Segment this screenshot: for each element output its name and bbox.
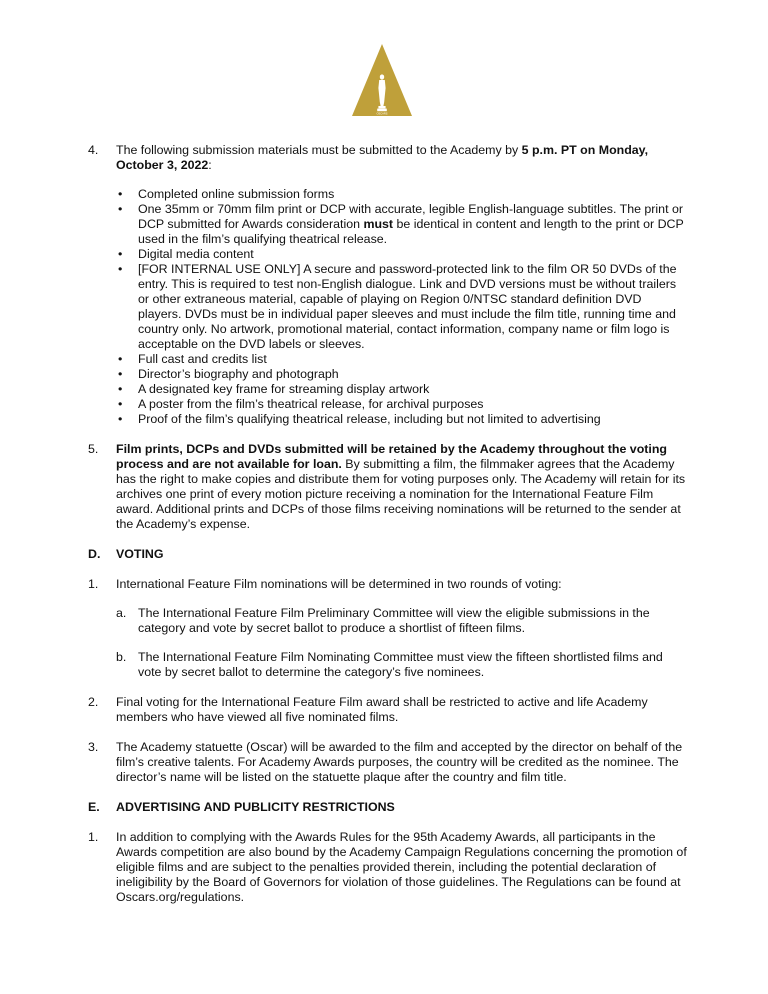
item-number: 1.	[88, 830, 99, 844]
bullet-text: One 35mm or 70mm film print or DCP with accurate, legible English-language subtitles. The print or DCP submitted for Awards consideration	[138, 202, 683, 231]
item-text: In addition to complying with the Awards Rules for the 95th Academy Awards, all participants in the Awards competition are also bound by the Academy Campaign Regulations concerning the promotion of eligible films and are subject to the penalties provided therein, including the potential declaration of ineligibility by the Board of Governors for violation of those guidelines. The Regulations can be found at Oscars.org/regulations.	[116, 830, 687, 904]
bullet-icon: •	[118, 367, 123, 381]
item-number: 1.	[88, 577, 99, 591]
bullet-text: Proof of the film’s qualifying theatrical release, including but not limited to advertising	[138, 412, 601, 426]
bullet-text: A designated key frame for streaming display artwork	[138, 382, 430, 396]
bullet-icon: •	[118, 187, 123, 201]
list-item	[118, 412, 688, 427]
list-item-4	[88, 143, 688, 427]
bullet-icon: •	[118, 202, 123, 216]
bullet-text: [FOR INTERNAL USE ONLY] A secure and password-protected link to the film OR 50 DVDs of the entry. This is required to test non-English dialogue. Link and DVD versions must be without trailers or other extraneous material, capable of playing on Region 0/NTSC standard definition DVD players. DVDs must be in individual paper sleeves and must include the film title, running time and country only. No artwork, promotional material, contact information, company name or film logo is acceptable on the DVD labels or sleeves.	[138, 262, 677, 351]
bullet-icon: •	[118, 397, 123, 411]
voting-item-3	[88, 740, 688, 785]
voting-subitem-a	[116, 606, 688, 636]
item-4-lead: The following submission materials must be submitted to the Academy by	[116, 143, 522, 157]
list-item	[118, 367, 688, 382]
list-item	[118, 187, 688, 202]
bullet-text: Full cast and credits list	[138, 352, 267, 366]
section-letter: D.	[88, 547, 101, 561]
subitem-text: The International Feature Film Preliminary Committee will view the eligible submissions in the category and vote by secret ballot to produce a shortlist of fifteen films.	[138, 606, 650, 635]
bullet-text: Completed online submission forms	[138, 187, 335, 201]
list-item	[118, 382, 688, 397]
item-text: The Academy statuette (Oscar) will be awarded to the film and accepted by the director on behalf of the film’s creative talents. For Academy Awards purposes, the country will be credited as the nominee. The director’s name will be listed on the statuette plaque after the country and film title.	[116, 740, 683, 784]
bullet-icon: •	[118, 247, 123, 261]
section-title: ADVERTISING AND PUBLICITY RESTRICTIONS	[116, 800, 395, 814]
voting-item-2	[88, 695, 688, 725]
list-item	[118, 262, 688, 352]
item-5-text: By submitting a film, the filmmaker agrees that the Academy has the right to make copies and distribute them for voting purposes only. The Academy will retain for its archives one print of every motion picture receiving a nomination for the International Feature Film award. Additional prints and DCPs of those films receiving nominations will be returned to the sender at the Academy’s expense.	[116, 457, 686, 531]
document-body	[88, 143, 688, 905]
bullet-icon: •	[118, 352, 123, 366]
oscar-statuette-logo-icon	[352, 44, 412, 116]
bullet-icon: •	[118, 262, 123, 276]
item-text: International Feature Film nominations will be determined in two rounds of voting:	[116, 577, 562, 591]
list-item	[118, 352, 688, 367]
subitem-letter: a.	[116, 606, 127, 620]
bullet-text: be identical in content and length to the print or DCP used in the film’s qualifying theatrical release.	[138, 217, 684, 246]
bullet-icon: •	[118, 382, 123, 396]
list-item	[118, 202, 688, 247]
subitem-letter: b.	[116, 650, 127, 664]
bullet-icon: •	[118, 412, 123, 426]
item-number: 4.	[88, 143, 99, 157]
section-title: VOTING	[116, 547, 164, 561]
svg-text:OSCARS: OSCARS	[376, 112, 388, 116]
bullet-text: Director’s biography and photograph	[138, 367, 339, 381]
list-item-5	[88, 442, 688, 532]
voting-item-1	[88, 577, 688, 680]
item-number: 5.	[88, 442, 99, 456]
section-heading-voting	[88, 547, 688, 562]
list-item	[118, 397, 688, 412]
submission-materials-list	[116, 187, 688, 427]
item-number: 2.	[88, 695, 99, 709]
item-text: Final voting for the International Feature Film award shall be restricted to active and life Academy members who have viewed all five nominated films.	[116, 695, 648, 724]
item-number: 3.	[88, 740, 99, 754]
retention-notice: Film prints, DCPs and DVDs submitted will be retained by the Academy throughout the voting process and are not available for loan.	[116, 442, 667, 471]
submission-deadline: 5 p.m. PT on Monday, October 3, 2022	[116, 143, 649, 172]
advertising-item-1	[88, 830, 688, 905]
bullet-text: A poster from the film’s theatrical release, for archival purposes	[138, 397, 484, 411]
section-letter: E.	[88, 800, 100, 814]
bullet-text: Digital media content	[138, 247, 254, 261]
voting-subitem-b	[116, 650, 688, 680]
section-heading-advertising	[88, 800, 688, 815]
list-item	[118, 247, 688, 262]
item-4-colon: :	[208, 158, 212, 172]
subitem-text: The International Feature Film Nominating Committee must view the fifteen shortlisted films and vote by secret ballot to determine the category’s five nominees.	[138, 650, 663, 679]
bullet-emphasis: must	[363, 217, 394, 231]
